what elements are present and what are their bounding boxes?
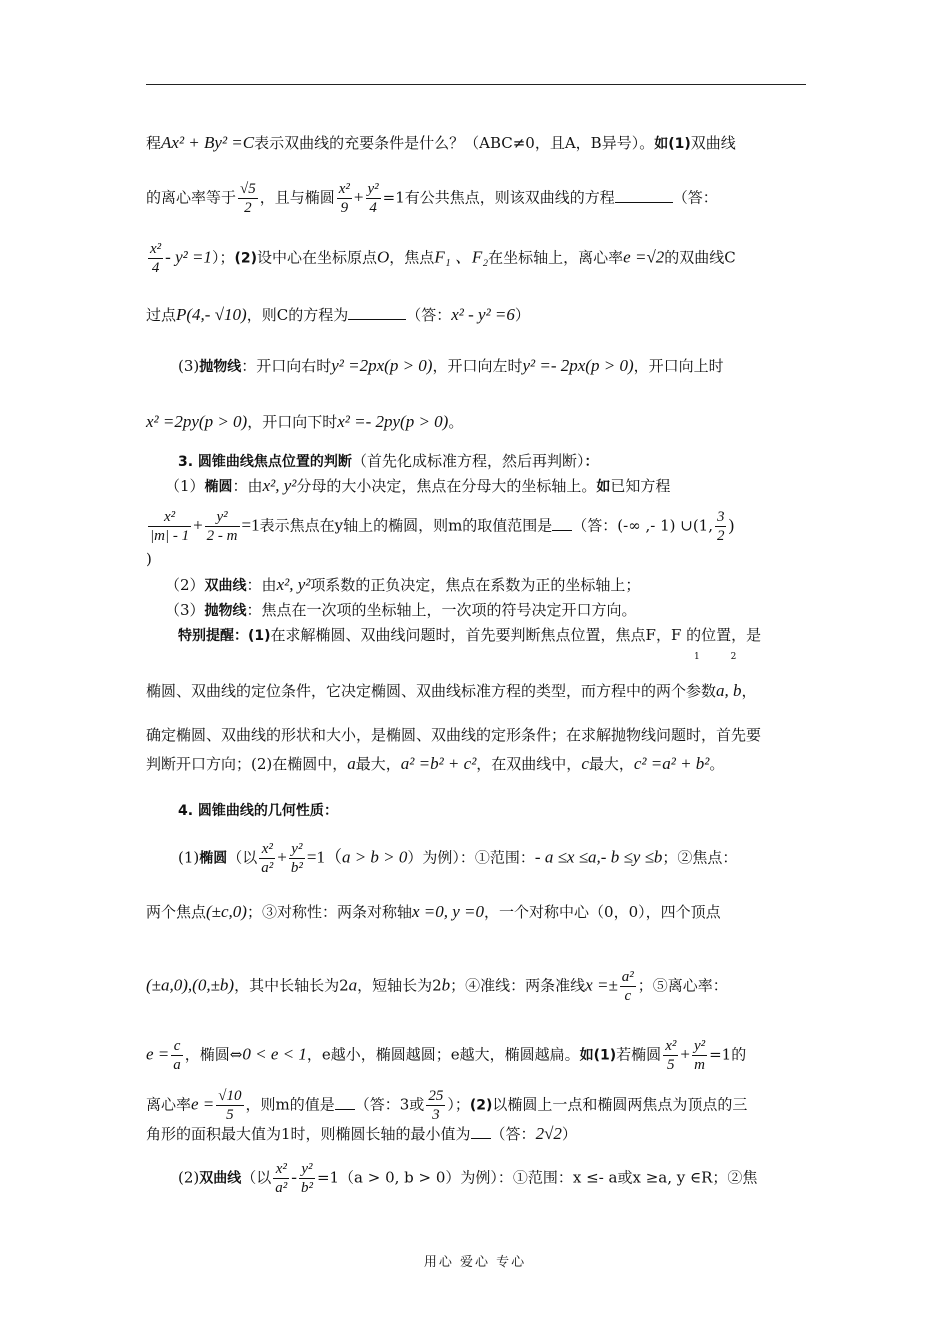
text-line [165, 476, 827, 497]
text: 判断开口方向；(2)在椭圆中， [146, 755, 348, 773]
denominator: m [694, 1057, 705, 1073]
fraction [620, 968, 636, 1005]
text-line [146, 508, 808, 545]
fraction [289, 840, 305, 877]
text: （3） [165, 601, 205, 619]
text: 表示双曲线的充要条件是什么？（ABC≠0，且A，B异号）。 [254, 134, 655, 152]
text-line [146, 305, 808, 325]
bold-text: (1) [248, 628, 271, 644]
minus: - [291, 1167, 297, 1187]
fraction [692, 1037, 707, 1074]
formula: x² =- 2py(p > 0) [337, 412, 449, 431]
text-line [146, 968, 808, 1005]
text-line [178, 356, 840, 377]
bold-text: 椭圆 [199, 850, 228, 867]
text: ）； [211, 248, 235, 267]
bold-text: 双曲线 [199, 1170, 242, 1187]
plus: + [353, 187, 364, 207]
text: （以 [241, 1168, 272, 1187]
formula: x =± [585, 975, 618, 995]
formula: y² =2px(p > 0) [331, 356, 433, 375]
denominator: a² [261, 860, 274, 876]
text: ， [741, 682, 757, 700]
text: ）； [447, 1095, 470, 1114]
formula: a > b > 0 [341, 847, 408, 867]
formula: x² - y² =6 [451, 305, 515, 324]
bold-text: (2) [234, 250, 257, 267]
text-line [146, 902, 808, 922]
formula: e =√2 [623, 247, 665, 267]
text-line [146, 725, 808, 745]
denominator: b² [300, 1180, 313, 1196]
text-line [146, 240, 808, 277]
formula: - y² =1 [165, 247, 212, 267]
text: ，开口向左时 [432, 357, 523, 375]
text: ，开口向下时 [247, 413, 338, 431]
text-line [146, 133, 808, 154]
formula: Ax² + By² =C [161, 133, 255, 152]
formula: (±c,0) [206, 902, 247, 921]
denominator: 9 [340, 200, 349, 216]
plus: + [193, 515, 203, 535]
answer-blank [615, 188, 673, 203]
text: ；②焦点： [662, 848, 738, 867]
text-line [146, 1037, 808, 1074]
text-line [165, 575, 827, 596]
fraction [238, 180, 258, 217]
text: （答：(-∞ ,- 1) ∪(1, [572, 516, 713, 535]
text: ） [514, 306, 530, 324]
formula: y² =- 2px(p > 0) [522, 356, 634, 375]
fraction [426, 1087, 445, 1124]
text: ：由 [246, 576, 277, 594]
text: 分母的大小决定，焦点在分母大的坐标轴上。 [296, 477, 597, 495]
text: 设中心在坐标原点 [257, 248, 378, 267]
text: 两个焦点 [146, 903, 207, 921]
formula: - a ≤x ≤a,- b ≤y ≤b [534, 847, 663, 867]
formula: a² =b² + c² [400, 754, 477, 773]
text: （以 [227, 848, 258, 867]
bold-text: 椭圆 [204, 479, 233, 495]
denominator: |m| - 1 [150, 528, 190, 544]
text-line [165, 600, 827, 621]
text-line [146, 1124, 808, 1144]
numerator: a² [621, 969, 634, 985]
numerator: x² [150, 241, 162, 257]
bold-text: 特别提醒： [178, 628, 248, 644]
text: ，e越小，椭圆越圆；e越大，椭圆越扁。 [306, 1045, 580, 1064]
formula: x², y² [276, 575, 311, 594]
text: （2） [165, 576, 205, 594]
text: （答： [490, 1125, 536, 1143]
answer-blank [552, 516, 572, 531]
denominator: b² [290, 860, 303, 876]
text: ) [728, 515, 735, 535]
section-heading [178, 451, 840, 472]
text: 角形的面积最大值为1时，则椭圆长轴的最小值为 [146, 1125, 471, 1143]
denominator: 5 [667, 1057, 675, 1073]
formula: O [377, 247, 390, 267]
numerator: y² [205, 508, 240, 527]
fraction [148, 508, 191, 545]
text: 离心率 [146, 1095, 192, 1114]
subscript-indices [694, 647, 794, 667]
fraction [715, 508, 727, 545]
fraction [205, 508, 240, 545]
text: ) [146, 550, 152, 568]
text: 的双曲线C [664, 248, 736, 267]
text: ，且与椭圆 [259, 188, 335, 207]
text: ；③对称性：两条对称轴 [246, 903, 412, 921]
formula: e = [191, 1094, 215, 1114]
fraction [259, 840, 275, 877]
numerator: y² [299, 1160, 315, 1179]
bold-text: 4. 圆锥曲线的几何性质 [178, 803, 324, 819]
text: 已知方程 [610, 477, 671, 495]
fraction [663, 1037, 678, 1074]
bold-text: 如(1) [579, 1047, 617, 1064]
answer-blank [335, 1095, 355, 1110]
text: 在坐标轴上，离心率 [488, 248, 624, 267]
text: 。 [709, 755, 725, 773]
text: 椭圆、双曲线的定位条件，它决定椭圆、双曲线标准方程的类型，而方程中的两个参数 [146, 682, 717, 700]
text: （答： [406, 306, 452, 324]
formula: =1（ [306, 847, 342, 867]
formula: c [581, 754, 589, 773]
bold-text: ： [323, 803, 338, 819]
text: ，则m的值是 [245, 1095, 335, 1114]
text: 以椭圆上一点和椭圆两焦点为顶点的三 [492, 1095, 748, 1114]
numerator: x² [273, 1160, 289, 1179]
numerator: y² [289, 840, 305, 859]
text: =1有公共焦点，则该双曲线的方程 [382, 188, 615, 207]
text: 过点 [146, 306, 177, 324]
text: 1 2 [694, 652, 751, 662]
fraction [171, 1037, 183, 1074]
formula: x =0, y =0 [411, 902, 485, 921]
bold-text: 3. 圆锥曲线焦点位置的判断 [178, 454, 352, 470]
numerator: 3 [716, 509, 725, 525]
formula: c² =a² + b² [633, 754, 710, 773]
formula: (±a,0),(0,±b) [146, 975, 235, 995]
text: 表示焦点在y轴上的椭圆，则m的取值范围是 [259, 516, 553, 535]
text-line [146, 412, 808, 432]
numerator: c [171, 1037, 183, 1056]
numerator: x² [665, 1038, 677, 1054]
plus: + [277, 847, 287, 867]
page-footer: 用心 爱心 专心 [423, 1255, 527, 1270]
numerator: x² [338, 181, 350, 197]
formula: e = [146, 1044, 170, 1064]
formula: 0 < e < 1 [242, 1044, 307, 1064]
bold-text: 抛物线 [199, 359, 242, 375]
formula: =1 [241, 515, 260, 535]
formula: a [347, 754, 356, 773]
numerator: x² [259, 840, 275, 859]
text-line [178, 840, 840, 877]
text: 程 [146, 134, 162, 152]
text: ；④准线：两条准线 [450, 976, 586, 995]
text: ，开口向上时 [633, 357, 724, 375]
fraction [299, 1160, 315, 1197]
denominator: a [173, 1057, 181, 1073]
numerator: √5 [240, 181, 256, 197]
text: ：焦点在一次项的坐标轴上，一次项的符号决定开口方向。 [246, 601, 637, 619]
text: ）为例）：①范围： [407, 848, 535, 867]
text-line [146, 754, 808, 774]
numerator: √10 [218, 1088, 242, 1104]
formula: b [441, 975, 451, 995]
bold-text: 如(1) [654, 136, 691, 152]
numerator: 25 [428, 1088, 444, 1104]
denominator: 2 - m [206, 528, 238, 544]
denominator: c [624, 988, 632, 1004]
text: =1（a > 0, b > 0）为例）：①范围：x ≤- a或x ≥a, y ∈R；②焦 [316, 1168, 758, 1187]
text: 双曲线 [690, 134, 736, 152]
text: (2) [178, 1168, 200, 1187]
text: 确定椭圆、双曲线的形状和大小，是椭圆、双曲线的定形条件；在求解抛物线问题时，首先要 [146, 726, 762, 744]
numerator: y² [693, 1038, 706, 1054]
bold-text: 抛物线 [204, 603, 247, 619]
denominator: 2 [716, 528, 725, 544]
denominator: 4 [151, 260, 160, 276]
text: 项系数的正负决定，焦点在系数为正的坐标轴上； [310, 576, 641, 594]
text: ） [561, 1125, 577, 1143]
fraction [148, 240, 163, 277]
text: （首先化成标准方程，然后再判断） [351, 452, 585, 470]
denominator: a² [275, 1180, 288, 1196]
text: 最大， [588, 755, 634, 773]
text: ：开口向右时 [241, 357, 332, 375]
formula: a, b [716, 681, 742, 700]
text: ，则C的方程为 [246, 306, 349, 324]
fraction [366, 180, 381, 217]
text: 最大， [355, 755, 401, 773]
denominator: 4 [369, 200, 377, 216]
denominator: 2 [244, 200, 252, 216]
text: (3) [178, 357, 200, 375]
text: ，椭圆⇔ [184, 1045, 243, 1064]
answer-blank [471, 1124, 491, 1139]
text: ，短轴长为2 [357, 976, 442, 995]
formula: x² =2py(p > 0) [146, 412, 248, 431]
section-heading [178, 800, 840, 821]
text-line [178, 1160, 840, 1197]
text: ，焦点 [389, 248, 435, 267]
header-rule [146, 84, 806, 85]
text-line [146, 1087, 808, 1124]
text: ；⑤离心率： [637, 976, 728, 995]
text: =1的 [709, 1045, 747, 1064]
bold-text: 双曲线 [204, 578, 247, 594]
numerator: x² [148, 508, 191, 527]
text-line [178, 625, 840, 646]
denominator: 3 [432, 1107, 440, 1123]
formula: 2√2 [535, 1124, 562, 1143]
bold-text: (2) [469, 1097, 493, 1114]
text: (1) [178, 848, 200, 867]
text: 在求解椭圆、双曲线问题时，首先要判断焦点位置，焦点F，F 的位置，是 [270, 626, 762, 644]
plus: + [680, 1044, 690, 1064]
text: 若椭圆 [616, 1045, 662, 1064]
formula: P(4,- √10) [176, 305, 247, 324]
text: （答：3或 [354, 1095, 425, 1114]
text: ：由 [232, 477, 263, 495]
fraction [273, 1160, 289, 1197]
text: ，其中长轴长为2 [234, 976, 349, 995]
bold-text: ： [584, 454, 599, 470]
bold-text: 如 [596, 479, 611, 495]
numerator: y² [367, 181, 379, 197]
text: （1） [165, 477, 205, 495]
text-line [146, 681, 808, 701]
text-line [146, 549, 808, 569]
text: ，一个对称中心（0，0），四个顶点 [484, 903, 721, 921]
answer-blank [348, 305, 406, 320]
text: ，在双曲线中， [476, 755, 582, 773]
text: 。 [448, 413, 464, 431]
text-line [146, 180, 808, 217]
formula: F₁ 、F₂ [434, 247, 489, 267]
text: 的离心率等于 [146, 188, 237, 207]
fraction [337, 180, 352, 217]
text: （答： [672, 188, 718, 207]
denominator: 5 [226, 1107, 234, 1123]
formula: a [348, 975, 358, 995]
fraction [216, 1087, 243, 1124]
formula: x², y² [262, 476, 297, 495]
